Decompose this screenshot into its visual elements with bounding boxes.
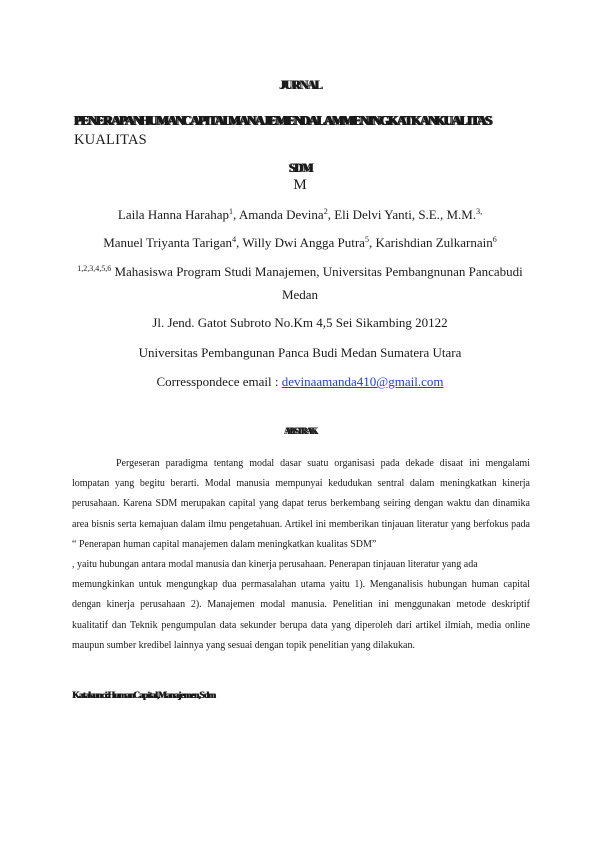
author-separator: , bbox=[368, 235, 376, 250]
authors-line-1 bbox=[0, 207, 600, 223]
author-affiliation-mark: 5 bbox=[364, 235, 369, 244]
paper-title-line2: SDM bbox=[288, 160, 312, 175]
author-affiliation-mark: 1 bbox=[229, 207, 234, 216]
authors-line-2 bbox=[0, 235, 600, 251]
author-name: Karishdian Zulkarnain bbox=[375, 235, 493, 250]
correspondence-line bbox=[0, 374, 600, 390]
keywords: Kata kunci : Human Capital, Manajemen, Sdm bbox=[72, 691, 215, 701]
paper-title-overflow: KUALITAS bbox=[74, 132, 147, 148]
author-name: Willy Dwi Angga Putra bbox=[242, 235, 365, 250]
affiliation-marks: 1,2,3,4,5,6 bbox=[77, 264, 112, 273]
address-line-2: Universitas Pembangunan Panca Budi Medan Sumatera Utara bbox=[138, 345, 462, 360]
paper-title: PENERAPAN HUMAN CAPITAL MANAJEMEN DALAM MENINGKATKAN KUALITAS bbox=[74, 113, 491, 128]
author-name: Amanda Devina bbox=[238, 207, 324, 222]
author-separator: , bbox=[233, 207, 239, 222]
author-affiliation-mark: 2 bbox=[323, 207, 328, 216]
abstract-heading: ABSTRAK bbox=[283, 426, 317, 436]
author-affiliation-mark: 6 bbox=[492, 235, 497, 244]
address-line-1: Jl. Jend. Gatot Subroto No.Km 4,5 Sei Sikambing 20122 bbox=[152, 315, 448, 330]
abstract-body bbox=[72, 454, 530, 656]
paper-title-line2-overflow: M bbox=[293, 177, 307, 193]
affiliation bbox=[0, 264, 600, 280]
abstract-paragraph-2a: , yaitu hubungan antara modal manusia dan kinerja perusahaan. Penerapan tinjauan literatur yang ada bbox=[72, 559, 478, 571]
email-link[interactable]: devinaamanda410@gmail.com bbox=[281, 374, 444, 389]
author-separator: , bbox=[236, 235, 243, 250]
author-name: Laila Hanna Harahap bbox=[117, 207, 230, 222]
author-affiliation-mark: 3, bbox=[476, 207, 483, 216]
author-affiliation-mark: 4 bbox=[232, 235, 237, 244]
affiliation-text: Mahasiswa Program Studi Manajemen, Universitas Pembangnunan Pancabudi bbox=[111, 264, 523, 279]
correspondence-label: Corresspondece email : bbox=[156, 374, 282, 389]
affiliation-continuation: Medan bbox=[281, 287, 319, 302]
abstract-paragraph-1: Pergeseran paradigma tentang modal dasar suatu organisasi pada dekade disaat ini mengalami lompatan yang begitu berarti. Modal manusia mempunyai kedudukan sentral dalam meningkatkan kinerja perusahaan. Karena SDM merupakan capital yang dapat terus berkembang seiring dengan waktu dan dinamika area bisnis serta kemajuan dalam ilmu pengetahuan. Artikel ini memberikan tinjauan literatur yang berfokus pada “ Penerapan human capital manajemen dalam meningkatkan kualitas SDM” bbox=[72, 458, 530, 550]
author-name: Manuel Triyanta Tarigan bbox=[103, 235, 233, 250]
author-separator: , bbox=[327, 207, 335, 222]
abstract-paragraph-2b: memungkinkan untuk mengungkap dua permasalahan utama yaitu 1). Menganalisis hubungan human capital dengan kinerja perusahaan 2). Manajemen modal manusia. Penelitian ini menggunakan metode deskriptif kualitatif dan Teknik pengumpulan data sekunder berupa data yang diperoleh dari artikel ilmiah, media online maupun sumber kredibel lainnya yang sesuai dengan topik penelitian yang dilakukan. bbox=[72, 579, 530, 651]
journal-label: JURNAL bbox=[279, 77, 321, 92]
author-name: Eli Delvi Yanti, S.E., M.M. bbox=[334, 207, 477, 222]
